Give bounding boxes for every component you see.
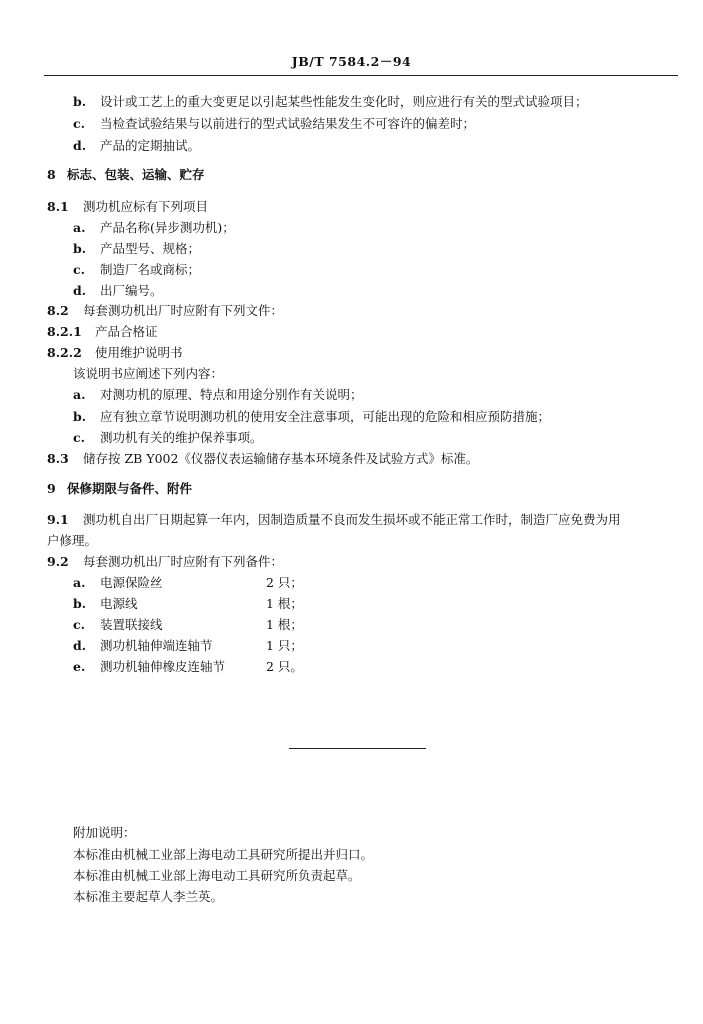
- section-heading: 保修期限与备件、附件: [67, 481, 193, 496]
- list-item: 产品的定期抽试。: [100, 138, 201, 153]
- clause-text: 测功机自出厂日期起算一年内，因制造质量不良而发生损坏或不能正常工作时，制造厂应免费为用: [83, 512, 621, 527]
- clause-text: 储存按 ZB Y002《仪器仪表运输储存基本环境条件及试验方式》标准。: [83, 451, 479, 466]
- list-item: 装置联接线: [100, 617, 163, 632]
- list-marker: d.: [73, 638, 87, 653]
- list-marker: c.: [73, 116, 85, 131]
- clause-text: 每套测功机出厂时应附有下列文件：: [83, 303, 284, 318]
- list-marker: c.: [73, 430, 85, 445]
- list-item: 应有独立章节说明测功机的使用安全注意事项，可能出现的危险和相应预防措施；: [100, 409, 551, 424]
- clause-number: 8.2.2: [47, 345, 82, 360]
- list-marker: d.: [73, 138, 87, 153]
- clause-text: 每套测功机出厂时应附有下列备件：: [83, 554, 284, 569]
- quantity: 2 只。: [266, 659, 303, 674]
- list-marker: b.: [73, 94, 87, 109]
- list-marker: c.: [73, 617, 85, 632]
- clause-intro: 该说明书应阐述下列内容：: [73, 366, 224, 381]
- appendix-line: 本标准主要起草人李兰英。: [73, 889, 224, 904]
- document-header: JB/T 7584.2－94: [291, 54, 412, 69]
- header-rule: [44, 75, 678, 76]
- appendix-title: 附加说明：: [73, 825, 136, 840]
- appendix-line: 本标准由机械工业部上海电动工具研究所负责起草。: [73, 868, 361, 883]
- list-item: 测功机轴伸端连轴节: [100, 638, 213, 653]
- list-marker: b.: [73, 409, 87, 424]
- list-marker: b.: [73, 596, 87, 611]
- list-item: 产品型号、规格；: [100, 241, 201, 256]
- clause-number: 9.1: [47, 512, 69, 527]
- list-item: 电源保险丝: [100, 575, 163, 590]
- list-marker: a.: [73, 575, 86, 590]
- list-item: 测功机有关的维护保养事项。: [100, 430, 263, 445]
- quantity: 1 只；: [266, 638, 303, 653]
- clause-number: 8.2: [47, 303, 69, 318]
- list-marker: c.: [73, 262, 85, 277]
- list-marker: a.: [73, 220, 86, 235]
- quantity: 1 根；: [266, 596, 303, 611]
- clause-number: 8.3: [47, 451, 69, 466]
- clause-text: 测功机应标有下列项目: [83, 199, 209, 214]
- list-marker: a.: [73, 387, 86, 402]
- section-heading: 标志、包装、运输、贮存: [67, 167, 205, 182]
- list-item: 对测功机的原理、特点和用途分别作有关说明；: [100, 387, 363, 402]
- end-rule: [289, 748, 426, 749]
- clause-number: 8.1: [47, 199, 69, 214]
- list-item: 设计或工艺上的重大变更足以引起某些性能发生变化时，则应进行有关的型式试验项目；: [100, 94, 588, 109]
- appendix-line: 本标准由机械工业部上海电动工具研究所提出并归口。: [73, 847, 374, 862]
- list-item: 当检查试验结果与以前进行的型式试验结果发生不可容许的偏差时；: [100, 116, 476, 131]
- clause-text-continued: 户修理。: [47, 533, 98, 548]
- section-number: 9: [47, 481, 56, 496]
- list-item: 制造厂名或商标；: [100, 262, 201, 277]
- quantity: 1 根；: [266, 617, 303, 632]
- clause-text: 使用维护说明书: [95, 345, 183, 360]
- list-item: 电源线: [100, 596, 138, 611]
- list-item: 产品名称(异步测功机)；: [100, 220, 235, 235]
- section-number: 8: [47, 167, 56, 182]
- list-marker: e.: [73, 659, 86, 674]
- clause-number: 9.2: [47, 554, 69, 569]
- list-marker: d.: [73, 283, 87, 298]
- list-item: 测功机轴伸橡皮连轴节: [100, 659, 226, 674]
- list-item: 出厂编号。: [100, 283, 163, 298]
- clause-text: 产品合格证: [95, 324, 158, 339]
- list-marker: b.: [73, 241, 87, 256]
- quantity: 2 只；: [266, 575, 303, 590]
- clause-number: 8.2.1: [47, 324, 82, 339]
